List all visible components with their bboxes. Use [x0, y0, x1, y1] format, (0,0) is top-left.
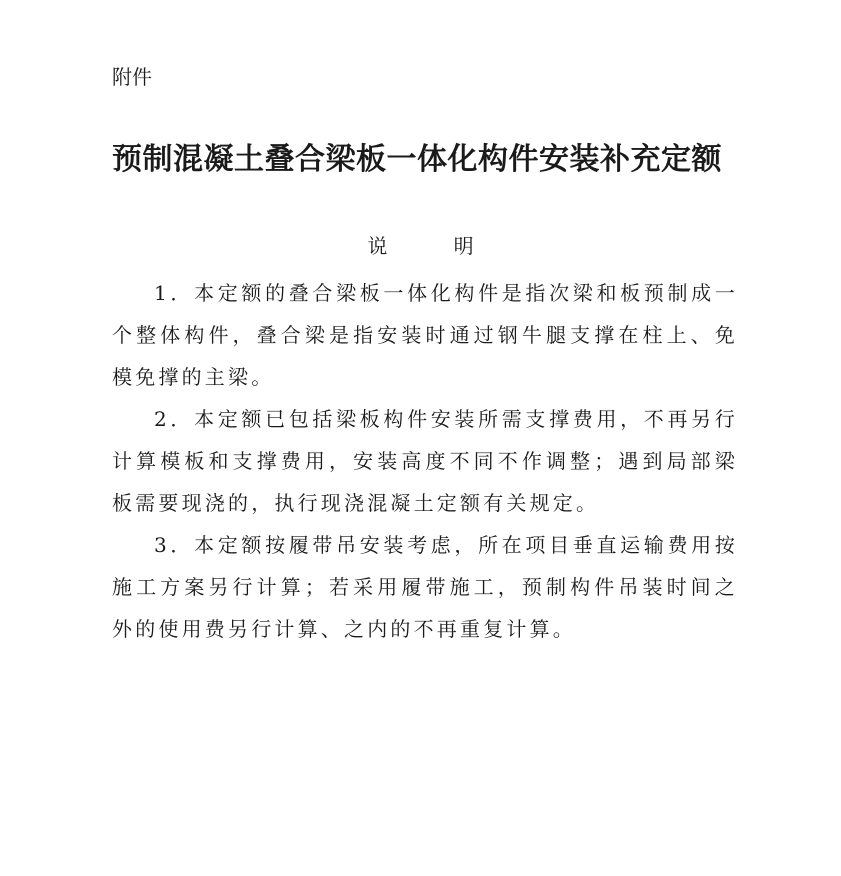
paragraph-1: 1．本定额的叠合梁板一体化构件是指次梁和板预制成一个整体构件，叠合梁是指安装时通过钢牛腿支撑在柱上、免模免撑的主梁。 [112, 281, 738, 389]
document-title: 预制混凝土叠合梁板一体化构件安装补充定额 [112, 142, 722, 177]
section-heading: 说 明 [367, 234, 504, 258]
paragraph-3: 3．本定额按履带吊安装考虑，所在项目垂直运输费用按施工方案另行计算；若采用履带施工，预制构件吊装时间之外的使用费另行计算、之内的不再重复计算。 [112, 533, 738, 641]
document-body [112, 272, 738, 650]
paragraph-2: 2．本定额已包括梁板构件安装所需支撑费用，不再另行计算模板和支撑费用，安装高度不同不作调整；遇到局部梁板需要现浇的，执行现浇混凝土定额有关规定。 [112, 407, 738, 515]
attachment-label: 附件 [112, 65, 152, 89]
